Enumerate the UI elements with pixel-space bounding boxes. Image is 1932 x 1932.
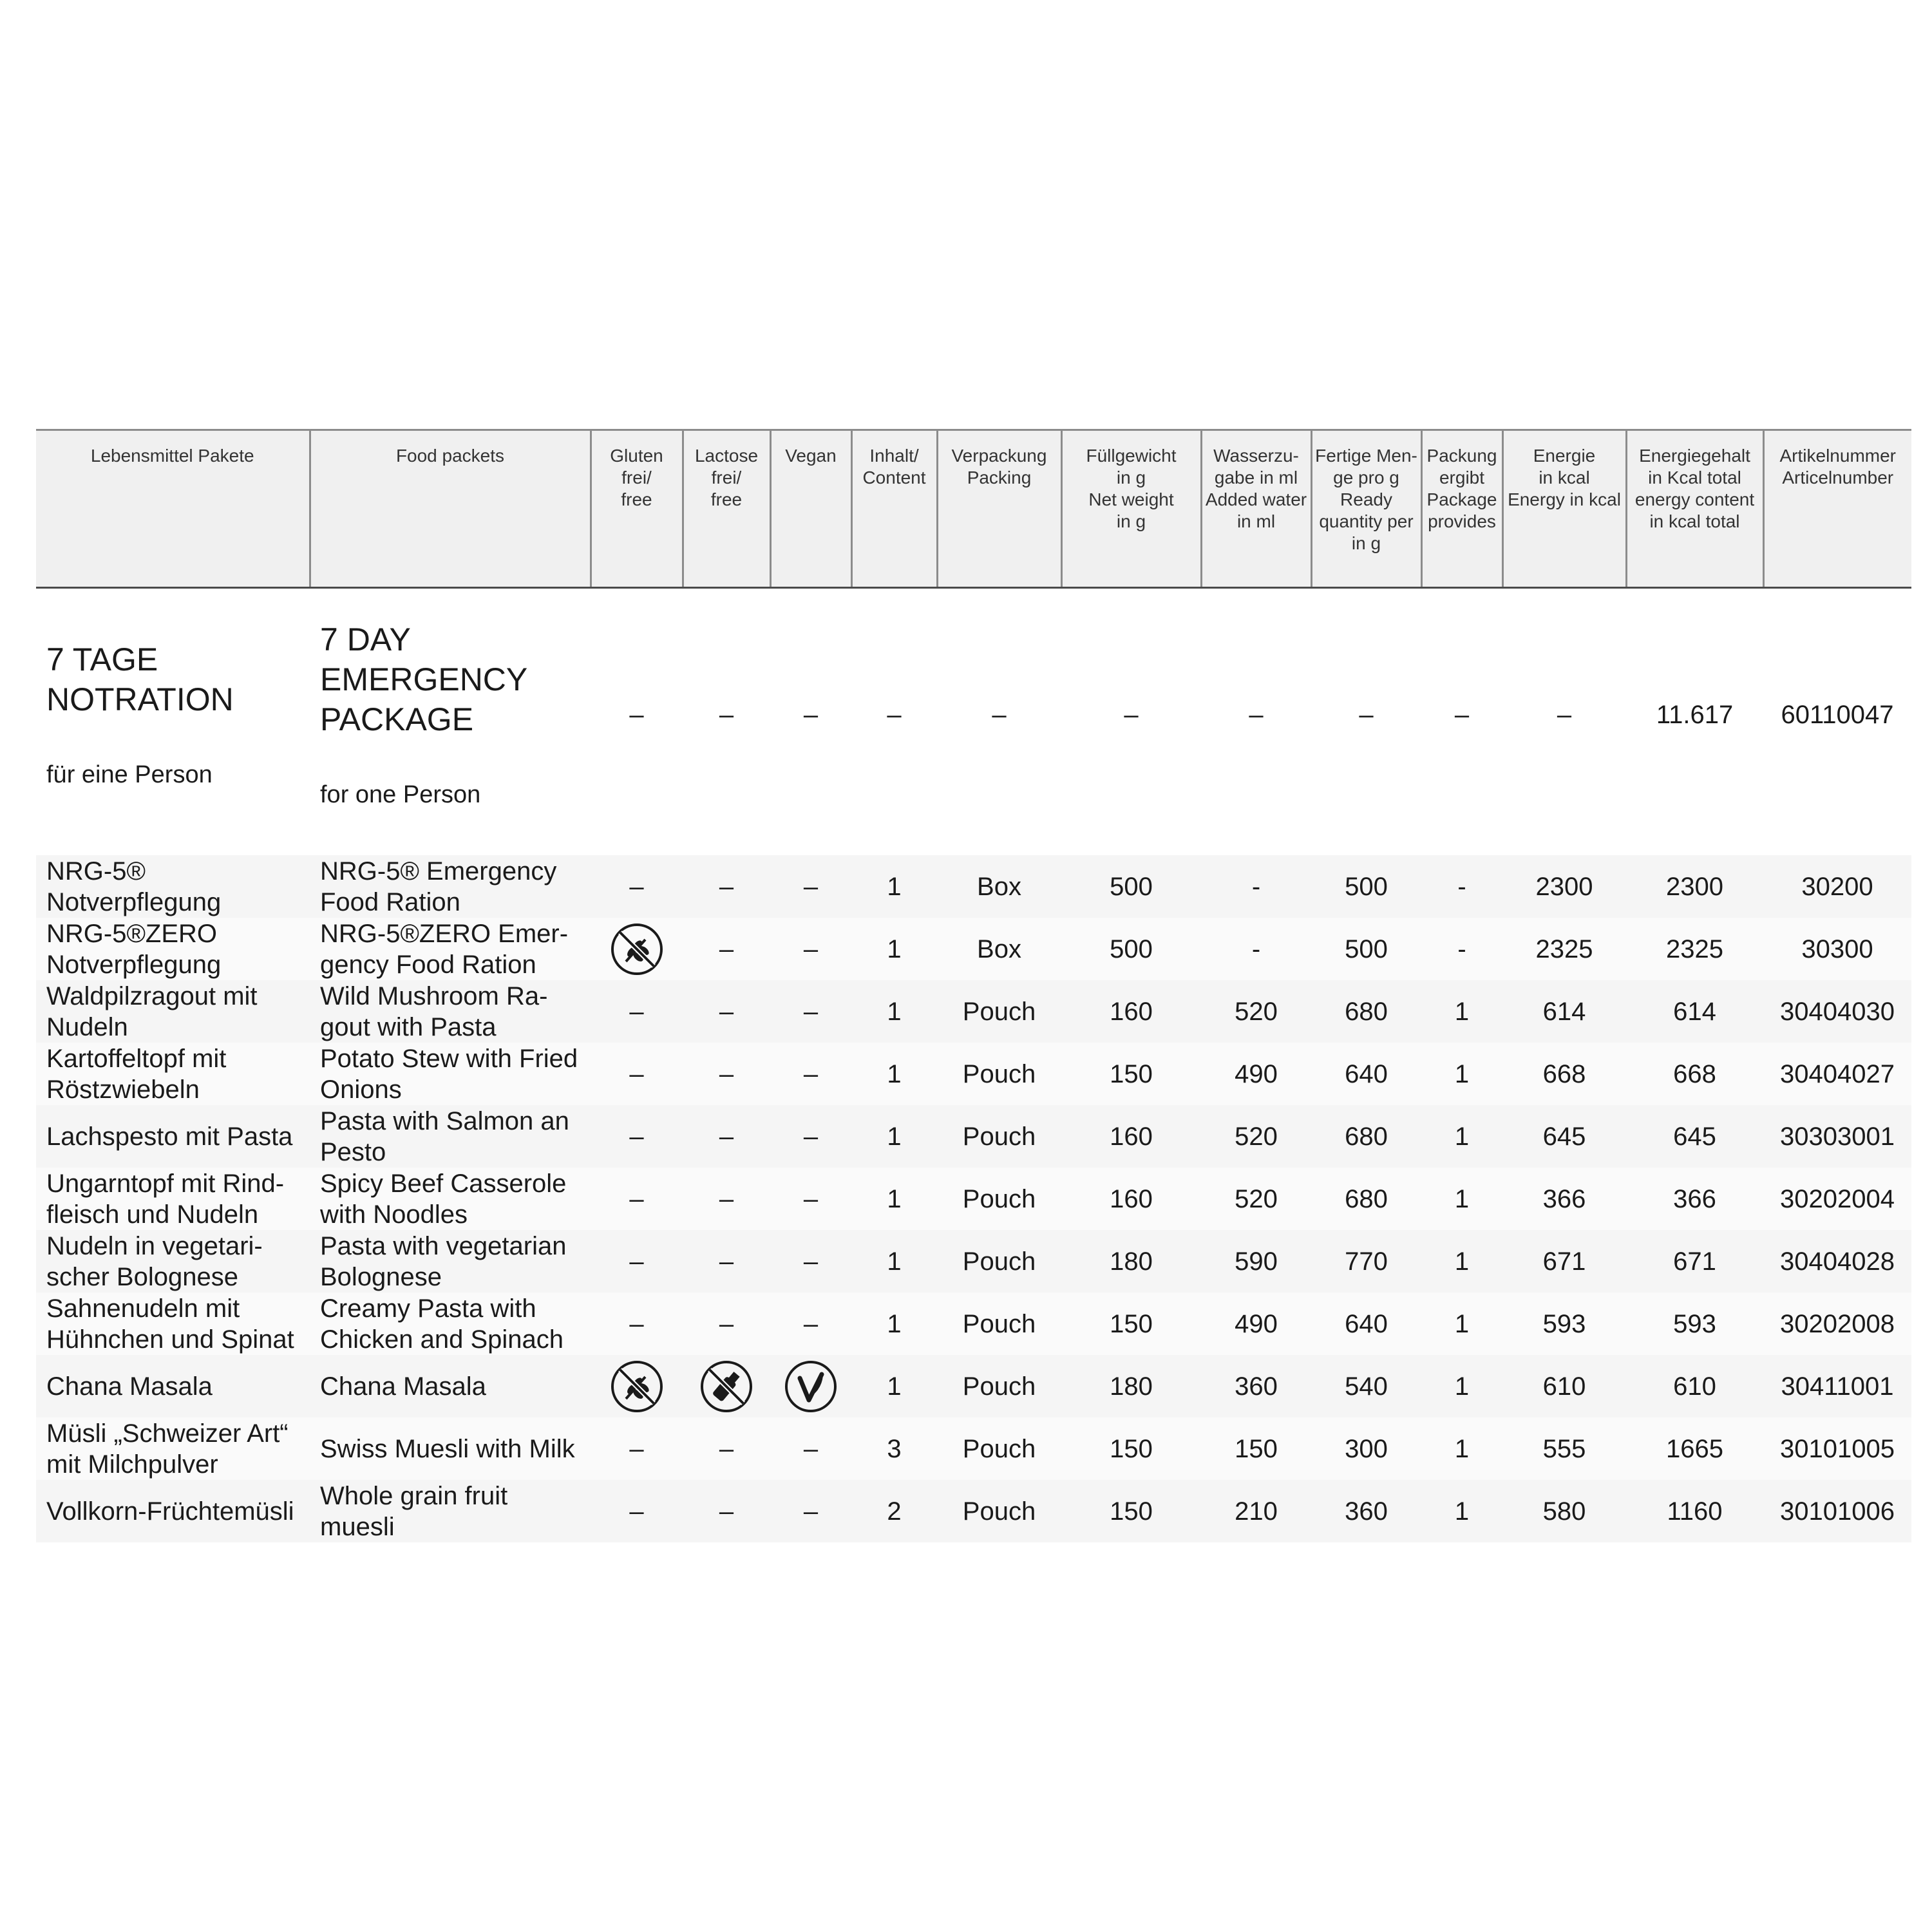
article-number-cell: 30202008	[1763, 1293, 1911, 1355]
gluten-free-cell: –	[591, 1105, 683, 1168]
energy-cell: 593	[1502, 1293, 1626, 1355]
product-name-de: Lachspesto mit Pasta	[36, 1105, 310, 1168]
ready-quantity-cell: 540	[1311, 1355, 1421, 1417]
table-row	[36, 1355, 1911, 1417]
gluten-free-cell: –	[591, 855, 683, 918]
net-weight-cell: 180	[1061, 1355, 1201, 1417]
product-name-en: Creamy Pasta with Chicken and Spinach	[310, 1293, 591, 1355]
vegan-cell: –	[770, 1043, 851, 1105]
energy-cell: 2300	[1502, 855, 1626, 918]
lactose-free-cell	[683, 1355, 770, 1417]
energy-total-cell: 2300	[1626, 855, 1763, 918]
product-name-de: Ungarntopf mit Rind- fleisch und Nudeln	[36, 1168, 310, 1230]
vegan-cell: –	[770, 1417, 851, 1480]
article-number-cell: 30303001	[1763, 1105, 1911, 1168]
table-row	[36, 1417, 1911, 1480]
article-number-cell: 30300	[1763, 918, 1911, 980]
header-net-weight: Füllgewicht in g Net weight in g	[1061, 430, 1201, 588]
added-water-cell: -	[1201, 918, 1311, 980]
added-water-cell: 490	[1201, 1293, 1311, 1355]
packing-cell: Pouch	[937, 1355, 1061, 1417]
package-cell: –	[770, 588, 851, 842]
header-energy: Energie in kcal Energy in kcal	[1502, 430, 1626, 588]
packing-cell: Pouch	[937, 1168, 1061, 1230]
package-cell: –	[1502, 588, 1626, 842]
gluten-free-cell: –	[591, 1417, 683, 1480]
vegan-icon	[783, 1359, 838, 1414]
gluten-free-icon	[609, 922, 665, 977]
gluten-free-cell: –	[591, 1293, 683, 1355]
added-water-cell: 520	[1201, 980, 1311, 1043]
net-weight-cell: 160	[1061, 1168, 1201, 1230]
product-name-de: NRG-5®ZERO Notverpflegung	[36, 918, 310, 980]
vegan-cell	[770, 1355, 851, 1417]
product-name-en: Wild Mushroom Ra- gout with Pasta	[310, 980, 591, 1043]
product-name-en: Spicy Beef Casserole with Noodles	[310, 1168, 591, 1230]
product-name-en: Swiss Muesli with Milk	[310, 1417, 591, 1480]
energy-total-cell: 645	[1626, 1105, 1763, 1168]
content-cell: 1	[851, 1230, 937, 1293]
energy-cell: 580	[1502, 1480, 1626, 1542]
header-food-packets: Food packets	[310, 430, 591, 588]
ready-quantity-cell: 680	[1311, 1168, 1421, 1230]
article-number-cell: 30101006	[1763, 1480, 1911, 1542]
energy-cell: 2325	[1502, 918, 1626, 980]
lactose-free-cell: –	[683, 1417, 770, 1480]
content-cell: 1	[851, 1168, 937, 1230]
package-de-cell	[36, 588, 310, 842]
packing-cell: Pouch	[937, 1043, 1061, 1105]
added-water-cell: 150	[1201, 1417, 1311, 1480]
added-water-cell: -	[1201, 855, 1311, 918]
content-cell: 1	[851, 855, 937, 918]
package-cell: –	[1421, 588, 1502, 842]
product-name-de: Nudeln in vegetari- scher Bolognese	[36, 1230, 310, 1293]
net-weight-cell: 500	[1061, 855, 1201, 918]
product-name-de: Müsli „Schweizer Art“ mit Milchpulver	[36, 1417, 310, 1480]
ready-quantity-cell: 500	[1311, 918, 1421, 980]
table-row	[36, 1230, 1911, 1293]
energy-total-cell: 2325	[1626, 918, 1763, 980]
packing-cell: Pouch	[937, 1417, 1061, 1480]
header-energy-total: Energiegehalt in Kcal total energy content in kcal total	[1626, 430, 1763, 588]
net-weight-cell: 180	[1061, 1230, 1201, 1293]
packing-cell: Pouch	[937, 1105, 1061, 1168]
energy-cell: 645	[1502, 1105, 1626, 1168]
lactose-free-cell: –	[683, 1293, 770, 1355]
gluten-free-icon	[609, 1359, 665, 1414]
package-energy-total: 11.617	[1626, 588, 1763, 842]
gluten-free-cell: –	[591, 1480, 683, 1542]
product-name-en: Pasta with vegetarian Bolognese	[310, 1230, 591, 1293]
spacer-cell	[36, 841, 1911, 855]
ready-quantity-cell: 500	[1311, 855, 1421, 918]
vegan-cell: –	[770, 1293, 851, 1355]
article-number-cell: 30404030	[1763, 980, 1911, 1043]
net-weight-cell: 150	[1061, 1417, 1201, 1480]
package-provides-cell: 1	[1421, 1168, 1502, 1230]
header-article-number: Artikelnummer Articelnumber	[1763, 430, 1911, 588]
packing-cell: Pouch	[937, 1480, 1061, 1542]
table-row	[36, 1168, 1911, 1230]
lactose-free-cell: –	[683, 1168, 770, 1230]
table-body	[36, 588, 1911, 1543]
energy-cell: 555	[1502, 1417, 1626, 1480]
table-row	[36, 855, 1911, 918]
packing-cell: Pouch	[937, 1293, 1061, 1355]
product-name-en: NRG-5®ZERO Emer- gency Food Ration	[310, 918, 591, 980]
lactose-free-icon	[699, 1359, 754, 1414]
content-cell: 1	[851, 980, 937, 1043]
energy-cell: 366	[1502, 1168, 1626, 1230]
net-weight-cell: 150	[1061, 1043, 1201, 1105]
header-content: Inhalt/ Content	[851, 430, 937, 588]
added-water-cell: 490	[1201, 1043, 1311, 1105]
package-provides-cell: 1	[1421, 1043, 1502, 1105]
net-weight-cell: 160	[1061, 1105, 1201, 1168]
package-cell: –	[1061, 588, 1201, 842]
ready-quantity-cell: 770	[1311, 1230, 1421, 1293]
product-name-en: Whole grain fruit muesli	[310, 1480, 591, 1542]
gluten-free-cell: –	[591, 1043, 683, 1105]
article-number-cell: 30202004	[1763, 1168, 1911, 1230]
package-provides-cell: -	[1421, 855, 1502, 918]
vegan-cell: –	[770, 855, 851, 918]
product-name-en: Potato Stew with Fried Onions	[310, 1043, 591, 1105]
header-lactose-free: Lactose frei/ free	[683, 430, 770, 588]
vegan-cell: –	[770, 1105, 851, 1168]
package-article-number: 60110047	[1763, 588, 1911, 842]
package-provides-cell: 1	[1421, 1417, 1502, 1480]
article-number-cell: 30101005	[1763, 1417, 1911, 1480]
food-packets-table	[36, 429, 1911, 1542]
header-gluten-free: Gluten frei/ free	[591, 430, 683, 588]
header-vegan: Vegan	[770, 430, 851, 588]
ready-quantity-cell: 640	[1311, 1293, 1421, 1355]
table-row	[36, 980, 1911, 1043]
lactose-free-cell: –	[683, 855, 770, 918]
content-cell: 2	[851, 1480, 937, 1542]
table-row	[36, 918, 1911, 980]
header-row	[36, 430, 1911, 588]
package-cell: –	[683, 588, 770, 842]
net-weight-cell: 150	[1061, 1293, 1201, 1355]
package-row	[36, 588, 1911, 842]
energy-cell: 668	[1502, 1043, 1626, 1105]
product-name-de: Vollkorn-Früchtemüsli	[36, 1480, 310, 1542]
spacer-row	[36, 841, 1911, 855]
energy-total-cell: 671	[1626, 1230, 1763, 1293]
table-row	[36, 1105, 1911, 1168]
net-weight-cell: 500	[1061, 918, 1201, 980]
gluten-free-cell: –	[591, 1230, 683, 1293]
header-package-provides: Packung ergibt Package provides	[1421, 430, 1502, 588]
package-provides-cell: 1	[1421, 1105, 1502, 1168]
package-de-title: 7 TAGE NOTRATION	[46, 641, 234, 717]
vegan-cell: –	[770, 980, 851, 1043]
lactose-free-cell: –	[683, 918, 770, 980]
product-name-de: Sahnenudeln mit Hühnchen und Spinat	[36, 1293, 310, 1355]
content-cell: 1	[851, 1293, 937, 1355]
product-name-en: Chana Masala	[310, 1355, 591, 1417]
article-number-cell: 30404027	[1763, 1043, 1911, 1105]
energy-cell: 671	[1502, 1230, 1626, 1293]
content-cell: 1	[851, 1355, 937, 1417]
package-cell: –	[591, 588, 683, 842]
header-packing: Verpackung Packing	[937, 430, 1061, 588]
vegan-cell: –	[770, 1168, 851, 1230]
gluten-free-cell	[591, 1355, 683, 1417]
vegan-cell: –	[770, 918, 851, 980]
package-provides-cell: 1	[1421, 980, 1502, 1043]
energy-total-cell: 668	[1626, 1043, 1763, 1105]
added-water-cell: 520	[1201, 1168, 1311, 1230]
energy-total-cell: 1160	[1626, 1480, 1763, 1542]
package-en-cell	[310, 588, 591, 842]
energy-total-cell: 1665	[1626, 1417, 1763, 1480]
added-water-cell: 590	[1201, 1230, 1311, 1293]
packing-cell: Pouch	[937, 980, 1061, 1043]
package-provides-cell: 1	[1421, 1230, 1502, 1293]
content-cell: 1	[851, 1043, 937, 1105]
ready-quantity-cell: 680	[1311, 1105, 1421, 1168]
lactose-free-cell: –	[683, 980, 770, 1043]
article-number-cell: 30404028	[1763, 1230, 1911, 1293]
energy-cell: 610	[1502, 1355, 1626, 1417]
packing-cell: Box	[937, 855, 1061, 918]
added-water-cell: 520	[1201, 1105, 1311, 1168]
content-cell: 1	[851, 1105, 937, 1168]
package-provides-cell: 1	[1421, 1355, 1502, 1417]
ready-quantity-cell: 360	[1311, 1480, 1421, 1542]
packing-cell: Pouch	[937, 1230, 1061, 1293]
table-row	[36, 1293, 1911, 1355]
package-cell: –	[1311, 588, 1421, 842]
lactose-free-cell: –	[683, 1230, 770, 1293]
package-cell: –	[1201, 588, 1311, 842]
table-row	[36, 1480, 1911, 1542]
ready-quantity-cell: 680	[1311, 980, 1421, 1043]
content-cell: 3	[851, 1417, 937, 1480]
ready-quantity-cell: 300	[1311, 1417, 1421, 1480]
vegan-cell: –	[770, 1230, 851, 1293]
energy-total-cell: 366	[1626, 1168, 1763, 1230]
product-name-en: NRG-5® Emergency Food Ration	[310, 855, 591, 918]
ready-quantity-cell: 640	[1311, 1043, 1421, 1105]
package-provides-cell: -	[1421, 918, 1502, 980]
added-water-cell: 210	[1201, 1480, 1311, 1542]
table-row	[36, 1043, 1911, 1105]
package-en-title: 7 DAY EMERGENCY PACKAGE	[320, 621, 528, 737]
energy-cell: 614	[1502, 980, 1626, 1043]
package-de-subtitle: für eine Person	[46, 761, 213, 788]
gluten-free-cell: –	[591, 980, 683, 1043]
header-added-water: Wasserzu- gabe in ml Added water in ml	[1201, 430, 1311, 588]
article-number-cell: 30200	[1763, 855, 1911, 918]
product-name-de: Chana Masala	[36, 1355, 310, 1417]
header-ready-quantity: Fertige Men- ge pro g Ready quantity per in g	[1311, 430, 1421, 588]
energy-total-cell: 610	[1626, 1355, 1763, 1417]
content-cell: 1	[851, 918, 937, 980]
header-lebensmittel-pakete: Lebensmittel Pakete	[36, 430, 310, 588]
net-weight-cell: 160	[1061, 980, 1201, 1043]
vegan-cell: –	[770, 1480, 851, 1542]
lactose-free-cell: –	[683, 1043, 770, 1105]
gluten-free-cell: –	[591, 1168, 683, 1230]
added-water-cell: 360	[1201, 1355, 1311, 1417]
net-weight-cell: 150	[1061, 1480, 1201, 1542]
package-cell: –	[851, 588, 937, 842]
package-provides-cell: 1	[1421, 1293, 1502, 1355]
food-packets-table-container	[36, 429, 1911, 1542]
product-name-en: Pasta with Salmon an Pesto	[310, 1105, 591, 1168]
product-name-de: NRG-5® Notverpflegung	[36, 855, 310, 918]
article-number-cell: 30411001	[1763, 1355, 1911, 1417]
package-cell: –	[937, 588, 1061, 842]
package-en-subtitle: for one Person	[320, 781, 481, 808]
lactose-free-cell: –	[683, 1105, 770, 1168]
energy-total-cell: 593	[1626, 1293, 1763, 1355]
packing-cell: Box	[937, 918, 1061, 980]
product-name-de: Kartoffeltopf mit Röstzwiebeln	[36, 1043, 310, 1105]
energy-total-cell: 614	[1626, 980, 1763, 1043]
product-name-de: Waldpilzragout mit Nudeln	[36, 980, 310, 1043]
gluten-free-cell	[591, 918, 683, 980]
package-provides-cell: 1	[1421, 1480, 1502, 1542]
lactose-free-cell: –	[683, 1480, 770, 1542]
